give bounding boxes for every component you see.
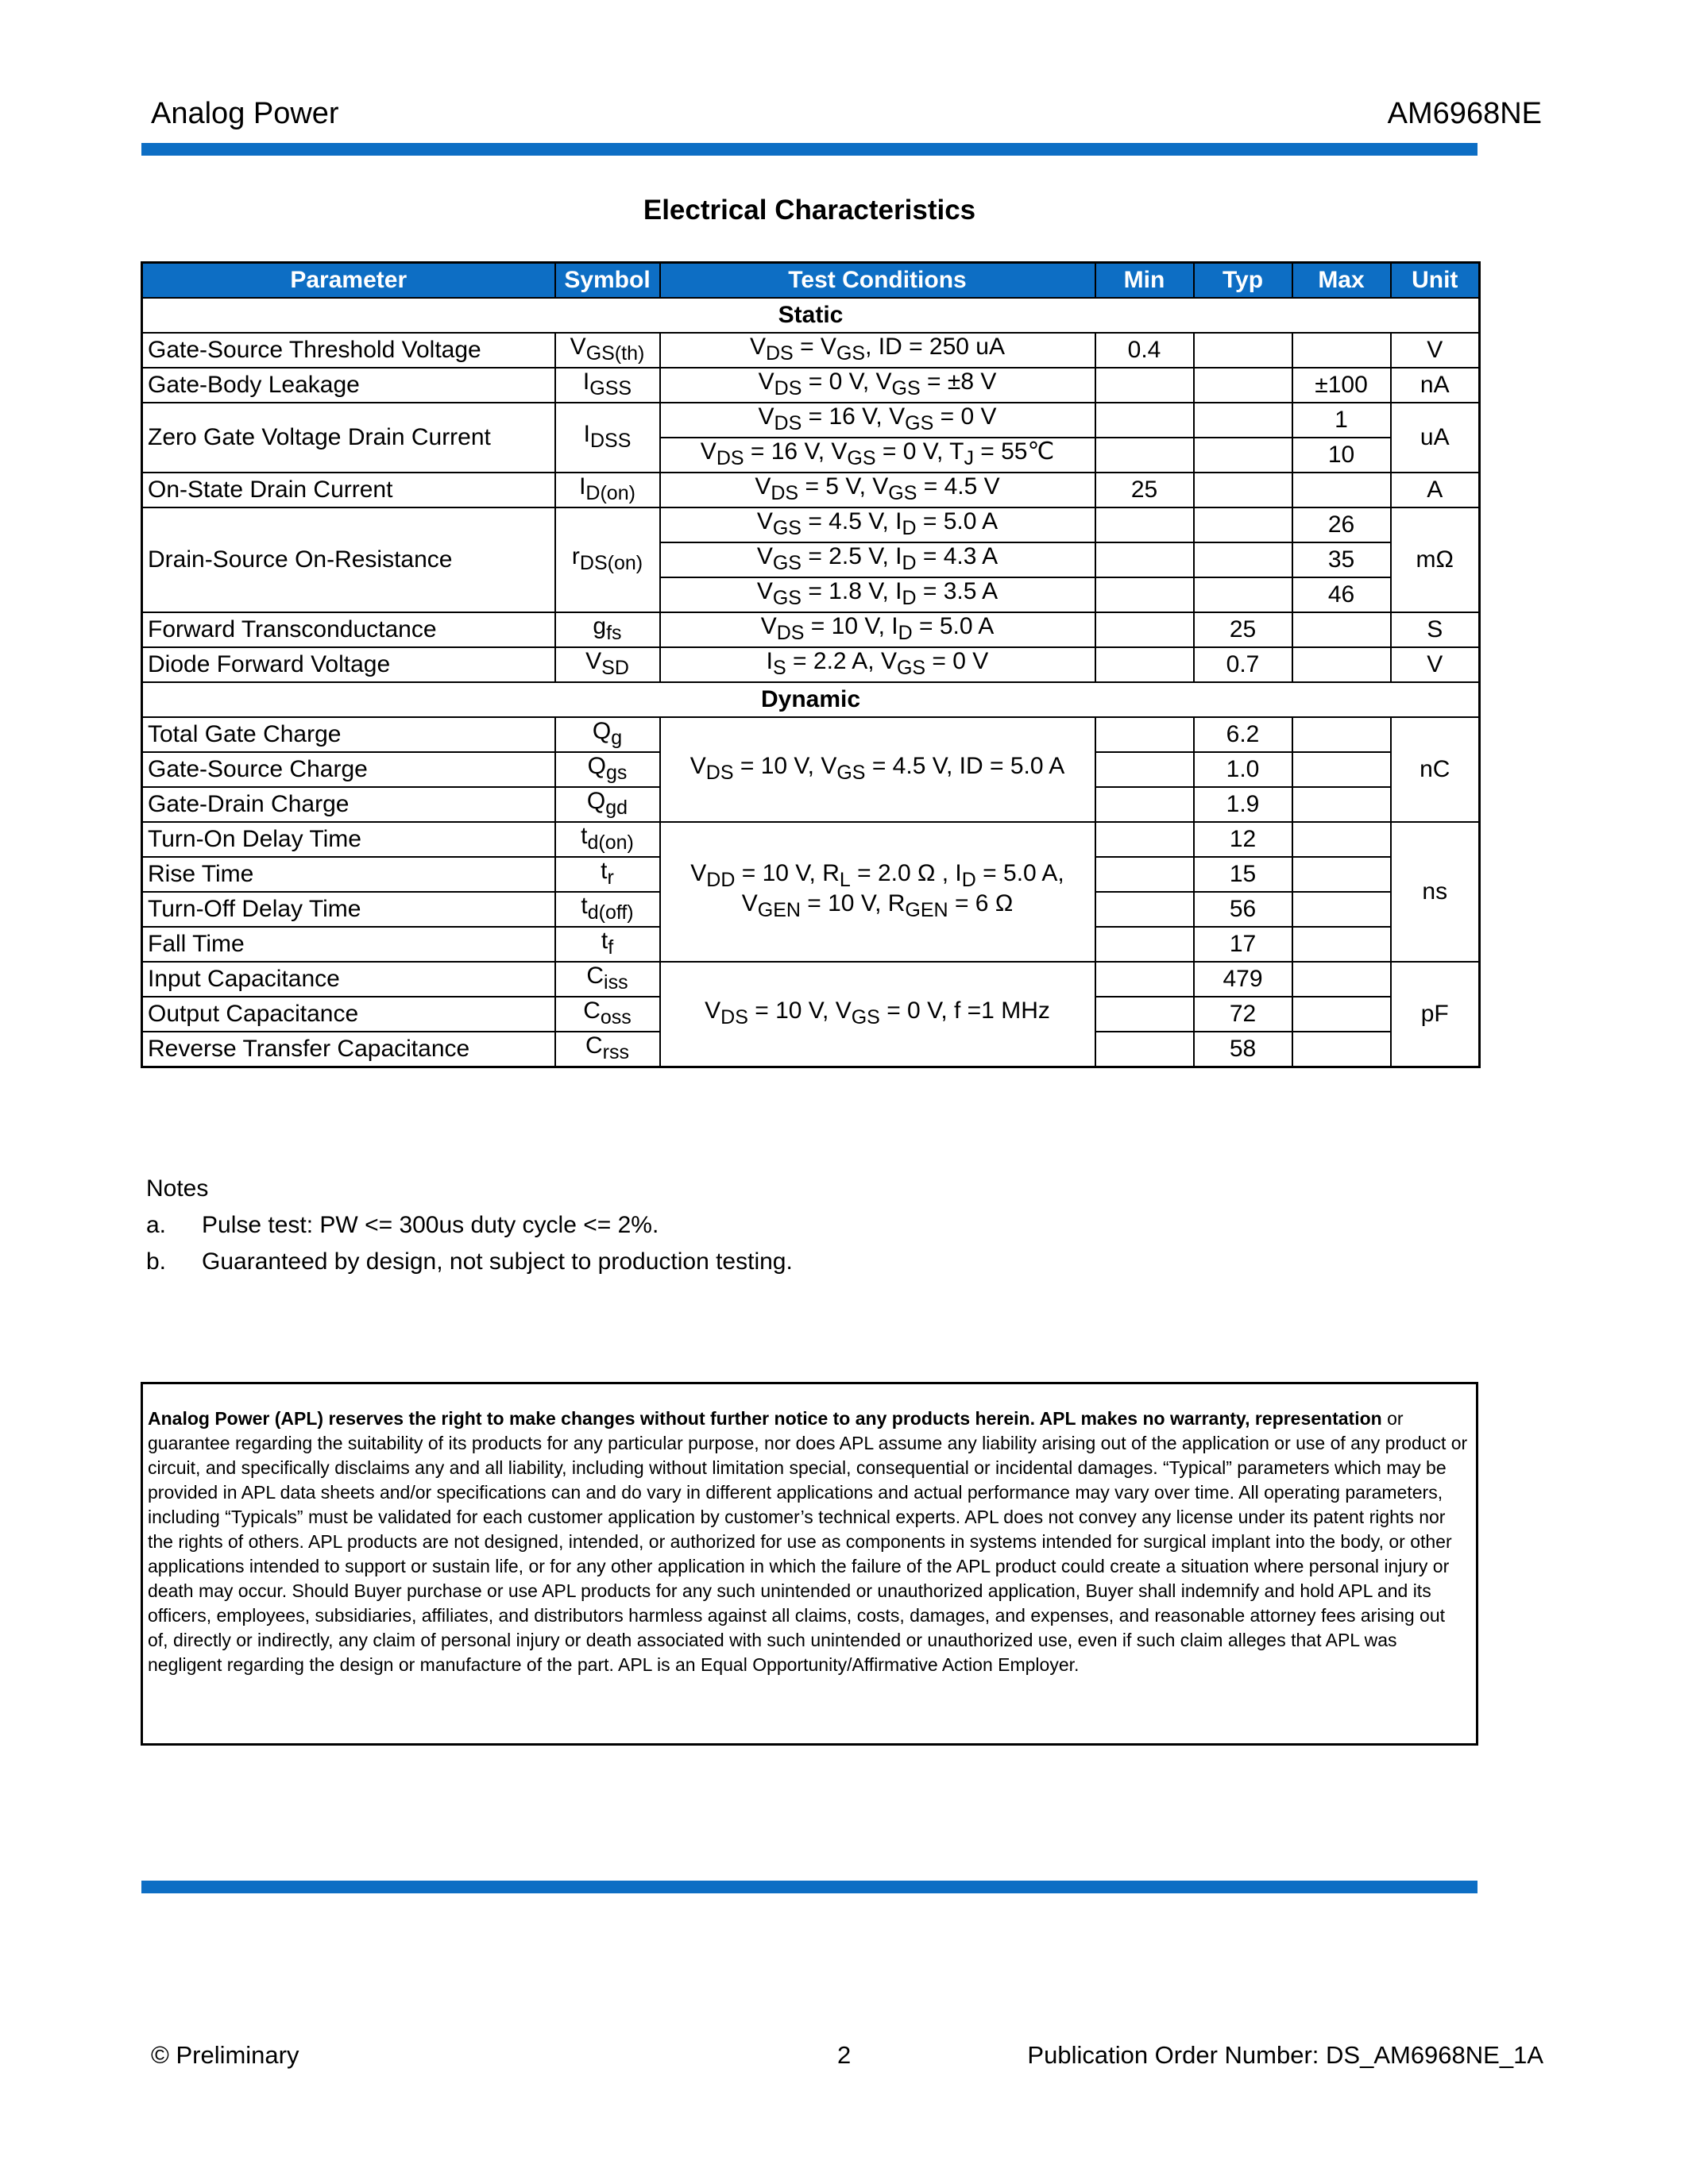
typ-cell: 56 [1194, 892, 1292, 927]
min-cell [1095, 438, 1194, 473]
note-item [146, 1244, 793, 1280]
max-cell [1292, 333, 1391, 368]
page-number: 2 [837, 2041, 852, 2069]
typ-cell: 6.2 [1194, 717, 1292, 752]
typ-cell: 72 [1194, 997, 1292, 1032]
unit-cell: pF [1391, 962, 1480, 1067]
condition-cell: $V_{DD} = 10$ V, $R_L = 2.0$ Ω , $I_D = 5.0$ A, $V_{GEN} = 10$ V, $R_{GEN} = 6$ Ω [660, 822, 1095, 962]
disclaimer-lead: Analog Power (APL) reserves the right to make changes without further notice to any products herein. APL makes no warranty, representation [148, 1408, 1382, 1429]
typ-cell [1194, 542, 1292, 577]
note-label: a. [146, 1212, 167, 1238]
note-item [146, 1207, 793, 1244]
param-cell: Gate-Source Charge [142, 752, 555, 787]
notes-section [146, 1171, 793, 1280]
footer-left: © Preliminary [151, 2041, 299, 2069]
min-cell [1095, 542, 1194, 577]
symbol-cell: $t_{d(on)}$ [555, 822, 660, 857]
electrical-characteristics-table [141, 261, 1481, 1068]
param-cell: On-State Drain Current [142, 473, 555, 507]
symbol-cell: $C_{rss}$ [555, 1032, 660, 1067]
param-cell: Turn-Off Delay Time [142, 892, 555, 927]
min-cell [1095, 612, 1194, 647]
disclaimer-body: or guarantee regarding the suitability of its products for any particular purpose, nor does APL assume any liability arising out of the application or use of any product or circuit, and specifically disclaims any and all liability, including without limitation special, consequential or incidental damages. “Typical” parameters which may be provided in APL data sheets and/or specifications can and do vary in different applications and actual performance may vary over time. All operating parameters, including “Typicals” must be validated for each customer application by customer’s technical experts. APL does not convey any license under its patent rights nor the rights of others. APL products are not designed, intended, or authorized for use as components in systems intended for surgical implant into the body, or other applications intended to support or sustain life, or for any other application in which the failure of the APL product could create a situation where personal injury or death may occur. Should Buyer purchase or use APL products for any such unintended or unauthorized application, Buyer shall indemnify and hold APL and its officers, employees, subsidiaries, affiliates, and distributors harmless against all claims, costs, damages, and expenses, and reasonable attorney fees arising out of, directly or indirectly, any claim of personal injury or death associated with such unintended or unauthorized use, even if such claim alleges that APL was negligent regarding the design or manufacture of the part. APL is an Equal Opportunity/Affirmative Action Employer. [148, 1408, 1468, 1675]
min-cell [1095, 997, 1194, 1032]
footer-rule [141, 1881, 1477, 1893]
col-max: Max [1292, 263, 1391, 299]
note-text: Guaranteed by design, not subject to production testing. [202, 1248, 793, 1275]
unit-cell: nA [1391, 368, 1480, 403]
typ-cell: 479 [1194, 962, 1292, 997]
col-typ: Typ [1194, 263, 1292, 299]
min-cell: 0.4 [1095, 333, 1194, 368]
part-number: AM6968NE [1387, 97, 1542, 130]
symbol-cell: $t_f$ [555, 927, 660, 962]
typ-cell [1194, 333, 1292, 368]
condition-cell: $V_{DS} = 16$ V, $V_{GS} = 0$ V, $T_J$ = 55℃ [660, 438, 1095, 473]
typ-cell: 15 [1194, 857, 1292, 892]
max-cell: 26 [1292, 507, 1391, 542]
header-rule [141, 143, 1477, 156]
condition-cell: $V_{GS} = 2.5$ V, $I_D = 4.3$ A [660, 542, 1095, 577]
symbol-cell: $I_{DSS}$ [555, 403, 660, 473]
min-cell [1095, 962, 1194, 997]
typ-cell [1194, 438, 1292, 473]
condition-cell: $I_S = 2.2$ A, $V_{GS} = 0$ V [660, 647, 1095, 682]
condition-cell: $V_{GS} = 4.5$ V, $I_D = 5.0$ A [660, 507, 1095, 542]
param-cell: Gate-Source Threshold Voltage [142, 333, 555, 368]
max-cell: 10 [1292, 438, 1391, 473]
unit-cell: V [1391, 333, 1480, 368]
max-cell [1292, 857, 1391, 892]
table-row [142, 333, 1480, 368]
typ-cell [1194, 403, 1292, 438]
param-cell: Turn-On Delay Time [142, 822, 555, 857]
col-symbol: Symbol [555, 263, 660, 299]
page-title: Electrical Characteristics [643, 195, 976, 226]
condition-cell: $V_{DS} = V_{GS}$, ID = 250 uA [660, 333, 1095, 368]
max-cell [1292, 822, 1391, 857]
disclaimer-box [141, 1382, 1478, 1746]
max-cell [1292, 927, 1391, 962]
param-cell: Reverse Transfer Capacitance [142, 1032, 555, 1067]
typ-cell: 17 [1194, 927, 1292, 962]
typ-cell: 12 [1194, 822, 1292, 857]
typ-cell: 58 [1194, 1032, 1292, 1067]
min-cell [1095, 1032, 1194, 1067]
col-min: Min [1095, 263, 1194, 299]
unit-cell: S [1391, 612, 1480, 647]
min-cell [1095, 822, 1194, 857]
param-cell: Input Capacitance [142, 962, 555, 997]
condition-cell: $V_{DS} = 5$ V, $V_{GS} = 4.5$ V [660, 473, 1095, 507]
company-name: Analog Power [151, 97, 339, 130]
typ-cell [1194, 577, 1292, 612]
max-cell [1292, 647, 1391, 682]
condition-cell: $V_{DS} = 16$ V, $V_{GS} = 0$ V [660, 403, 1095, 438]
symbol-cell: $C_{iss}$ [555, 962, 660, 997]
condition-cell: $V_{DS} = 10$ V, $V_{GS} = 4.5$ V, ID = 5.0 A [660, 717, 1095, 822]
notes-title: Notes [146, 1175, 209, 1202]
min-cell [1095, 787, 1194, 822]
col-test-conditions: Test Conditions [660, 263, 1095, 299]
symbol-cell: $g_{fs}$ [555, 612, 660, 647]
table-row [142, 403, 1480, 438]
param-cell: Output Capacitance [142, 997, 555, 1032]
min-cell [1095, 857, 1194, 892]
typ-cell [1194, 473, 1292, 507]
param-cell: Forward Transconductance [142, 612, 555, 647]
param-cell: Total Gate Charge [142, 717, 555, 752]
max-cell [1292, 997, 1391, 1032]
typ-cell: 1.0 [1194, 752, 1292, 787]
table-row [142, 962, 1480, 997]
typ-cell [1194, 507, 1292, 542]
param-cell: Fall Time [142, 927, 555, 962]
condition-cell: $V_{DS} = 10$ V, $I_D = 5.0$ A [660, 612, 1095, 647]
symbol-cell: $r_{DS(on)}$ [555, 507, 660, 612]
max-cell [1292, 962, 1391, 997]
table-row [142, 473, 1480, 507]
min-cell: 25 [1095, 473, 1194, 507]
min-cell [1095, 892, 1194, 927]
condition-cell: $V_{GS} = 1.8$ V, $I_D = 3.5$ A [660, 577, 1095, 612]
min-cell [1095, 577, 1194, 612]
min-cell [1095, 403, 1194, 438]
section-static: Static [142, 298, 1480, 333]
unit-cell: ns [1391, 822, 1480, 962]
max-cell [1292, 473, 1391, 507]
table-row [142, 368, 1480, 403]
table-row [142, 647, 1480, 682]
typ-cell: 1.9 [1194, 787, 1292, 822]
min-cell [1095, 368, 1194, 403]
param-cell: Drain-Source On-Resistance [142, 507, 555, 612]
typ-cell: 25 [1194, 612, 1292, 647]
max-cell [1292, 1032, 1391, 1067]
param-cell: Gate-Body Leakage [142, 368, 555, 403]
min-cell [1095, 752, 1194, 787]
max-cell [1292, 892, 1391, 927]
table-row [142, 822, 1480, 857]
unit-cell: mΩ [1391, 507, 1480, 612]
param-cell: Diode Forward Voltage [142, 647, 555, 682]
max-cell: 1 [1292, 403, 1391, 438]
typ-cell: 0.7 [1194, 647, 1292, 682]
table-header-row [142, 263, 1480, 299]
table-row [142, 717, 1480, 752]
min-cell [1095, 717, 1194, 752]
symbol-cell: $V_{GS(th)}$ [555, 333, 660, 368]
max-cell [1292, 612, 1391, 647]
max-cell [1292, 787, 1391, 822]
table-row [142, 507, 1480, 542]
note-text: Pulse test: PW <= 300us duty cycle <= 2%. [202, 1212, 659, 1238]
col-parameter: Parameter [142, 263, 555, 299]
section-dynamic: Dynamic [142, 682, 1480, 717]
typ-cell [1194, 368, 1292, 403]
min-cell [1095, 507, 1194, 542]
max-cell [1292, 752, 1391, 787]
note-label: b. [146, 1248, 167, 1275]
symbol-cell: $C_{oss}$ [555, 997, 660, 1032]
symbol-cell: $I_{D(on)}$ [555, 473, 660, 507]
symbol-cell: $t_{d(off)}$ [555, 892, 660, 927]
min-cell [1095, 647, 1194, 682]
condition-cell: $V_{DS} = 10$ V, $V_{GS} = 0$ V, f =1 MHz [660, 962, 1095, 1067]
max-cell: ±100 [1292, 368, 1391, 403]
param-cell: Zero Gate Voltage Drain Current [142, 403, 555, 473]
min-cell [1095, 927, 1194, 962]
max-cell [1292, 717, 1391, 752]
condition-cell: $V_{DS} = 0$ V, $V_{GS} = \pm 8$ V [660, 368, 1095, 403]
param-cell: Gate-Drain Charge [142, 787, 555, 822]
unit-cell: A [1391, 473, 1480, 507]
publication-number: Publication Order Number: DS_AM6968NE_1A [1027, 2041, 1543, 2069]
symbol-cell: $Q_{gd}$ [555, 787, 660, 822]
unit-cell: uA [1391, 403, 1480, 473]
param-cell: Rise Time [142, 857, 555, 892]
col-unit: Unit [1391, 263, 1480, 299]
max-cell: 46 [1292, 577, 1391, 612]
unit-cell: nC [1391, 717, 1480, 822]
symbol-cell: $V_{SD}$ [555, 647, 660, 682]
symbol-cell: $I_{GSS}$ [555, 368, 660, 403]
symbol-cell: $Q_{gs}$ [555, 752, 660, 787]
symbol-cell: $t_r$ [555, 857, 660, 892]
symbol-cell: $Q_g$ [555, 717, 660, 752]
max-cell: 35 [1292, 542, 1391, 577]
unit-cell: V [1391, 647, 1480, 682]
table-row [142, 612, 1480, 647]
